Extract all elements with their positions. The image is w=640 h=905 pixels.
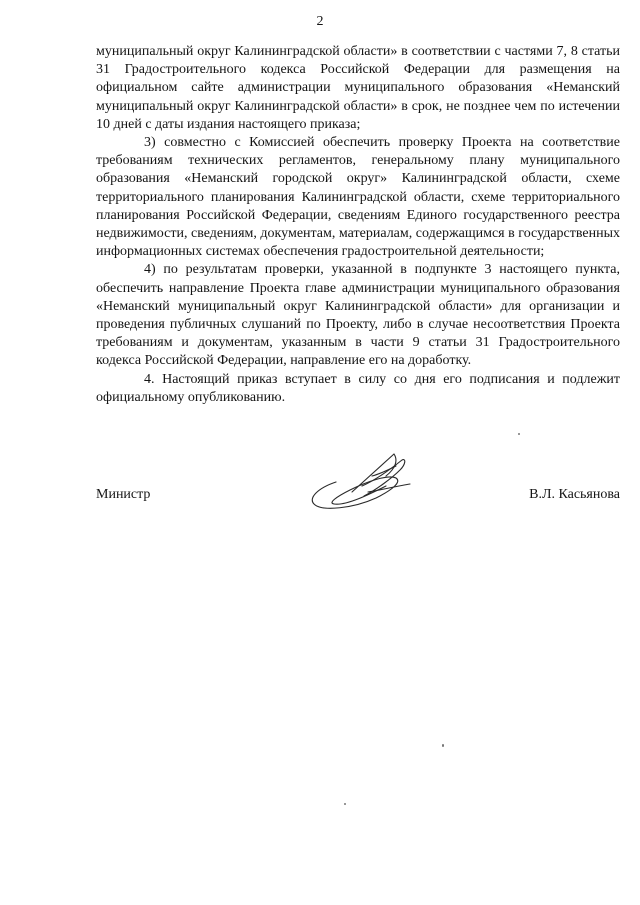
paragraph-continuation: муниципальный округ Калининградской области» в соответствии с частями 7, 8 статьи 31 Градостроительного кодекса Российской Федерации для размещения на официальном сайте администрации муниципального образования «Неманский муниципальный округ Калининградской области» в срок, не позднее чем по истечении 10 дней с даты издания настоящего приказа;	[96, 44, 620, 132]
paragraph-clause-4: 4. Настоящий приказ вступает в силу со дня его подписания и подлежит официальному опубликованию.	[96, 371, 620, 405]
paragraph-item-3: 3) совместно с Комиссией обеспечить проверку Проекта на соответствие требованиям технических регламентов, генеральному плану муниципального образования «Неманский городской округ» Калининградской области, схеме территориального планирования Калининградской области, схеме территориального планирования Российской Федерации, сведениям Единого государственного реестра недвижимости, сведениям, документам, материалам, содержащимся в государственных информационных системах обеспечения градостроительной деятельности;	[96, 135, 620, 260]
signatory-name: В.Л. Касьянова	[529, 487, 620, 502]
scan-speck	[442, 744, 444, 747]
scan-speck	[518, 433, 520, 435]
scan-speck	[344, 803, 346, 805]
handwritten-signature	[306, 446, 418, 514]
page-number: 2	[316, 14, 324, 29]
paragraph-item-4: 4) по результатам проверки, указанной в подпункте 3 настоящего пункта, обеспечить направление Проекта главе администрации муниципального образования «Неманский муниципальный округ Калининградской области» для организации и проведения публичных слушаний по Проекту, либо в случае несоответствия Проекта требованиям и документам, указанным в части 9 статьи 31 Градостроительного кодекса Российской Федерации, направление его на доработку.	[96, 262, 620, 369]
document-body	[96, 43, 620, 407]
signatory-position: Министр	[96, 487, 151, 502]
